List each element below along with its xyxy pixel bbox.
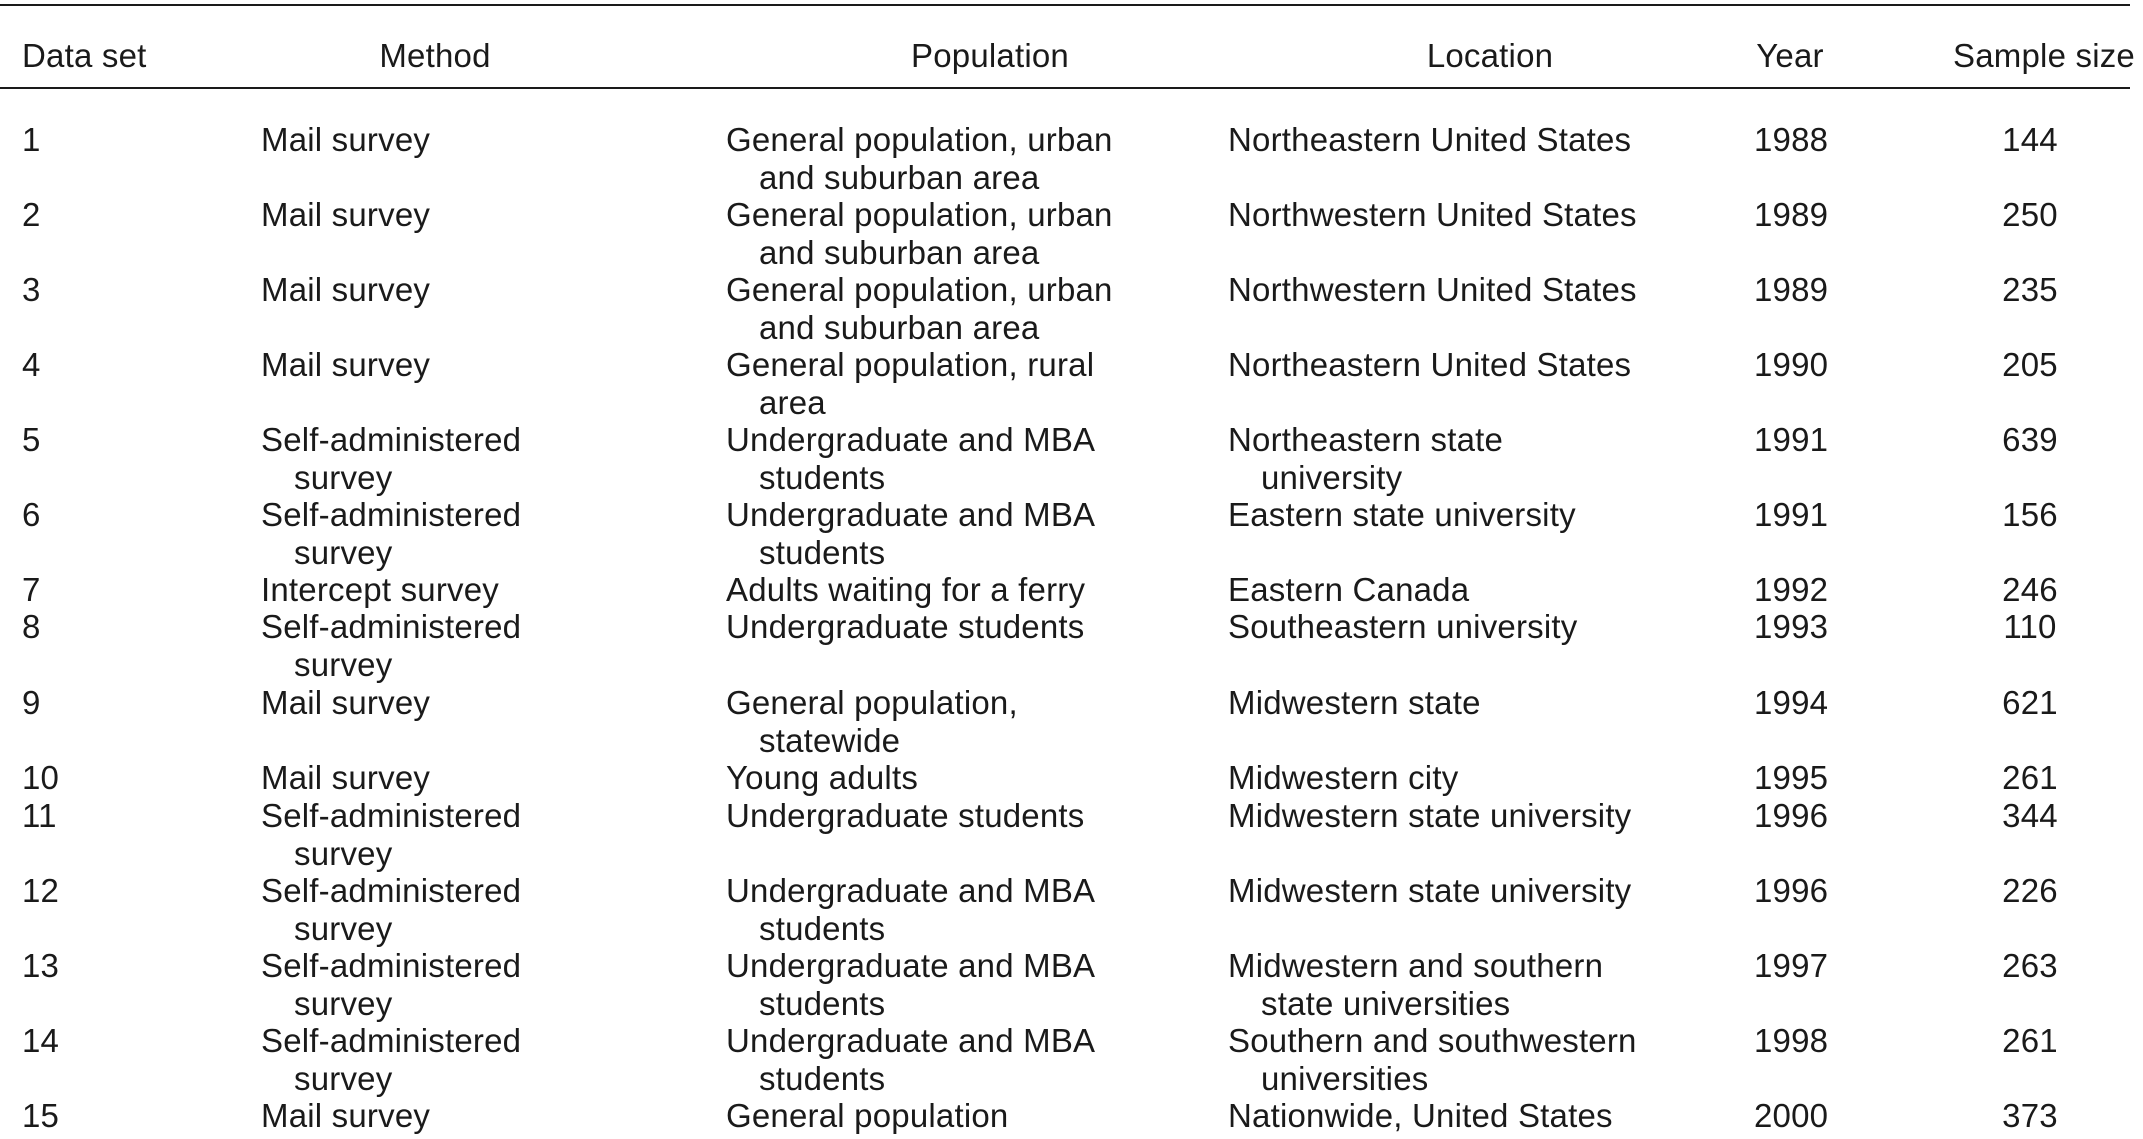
cell-line: General population, rural [726,346,1095,383]
cell-line: Eastern Canada [1228,571,1470,608]
cell-location [1228,872,1631,910]
cell-line: Mail survey [261,196,431,233]
cell-location [1228,196,1637,234]
cell-sample-size: 261 [2002,759,2058,796]
cell-line: Undergraduate and MBA [726,872,1096,909]
cell-line: General population [726,1097,1009,1134]
cell-population [726,947,1095,1022]
cell-sample-size: 110 [2003,608,2057,645]
cell-continuation-line: survey [294,1059,393,1097]
cell-location [1228,684,1481,722]
cell-data-set: 11 [22,797,57,834]
cell-sample-size: 639 [2002,421,2058,458]
cell-method [261,872,521,947]
cell-line: Adults waiting for a ferry [726,571,1086,608]
cell-line: Young adults [726,759,919,796]
cell-line: Midwestern state [1228,684,1481,721]
cell-line: Midwestern state university [1228,872,1632,909]
cell-continuation-line: survey [294,458,393,496]
cell-population [726,759,918,797]
cell-line: Self-administered [261,947,522,984]
cell-method [261,608,521,683]
cell-year: 1996 [1754,872,1829,909]
cell-sample-size: 246 [2002,571,2058,608]
cell-population [726,271,1113,346]
cell-data-set: 9 [22,684,41,721]
cell-data-set: 5 [22,421,41,458]
cell-line: Intercept survey [261,571,499,608]
cell-line: Mail survey [261,684,431,721]
cell-sample-size: 144 [2002,121,2058,158]
cell-population [726,1022,1095,1097]
cell-method [261,571,499,609]
cell-line: Midwestern and southern [1228,947,1604,984]
cell-sample-size: 344 [2002,797,2058,834]
cell-method [261,196,430,234]
cell-year: 1991 [1754,421,1829,458]
cell-line: Undergraduate and MBA [726,496,1096,533]
cell-year: 1998 [1754,1022,1829,1059]
header-sample-size: Sample size [1953,37,2135,74]
cell-line: Self-administered [261,872,522,909]
cell-continuation-line: survey [294,834,393,872]
cell-line: Northwestern United States [1228,271,1637,308]
header-data-set: Data set [22,37,147,74]
cell-line: Southeastern university [1228,608,1578,645]
cell-year: 1989 [1754,271,1829,308]
cell-continuation-line: students [759,909,886,947]
cell-continuation-line: survey [294,984,393,1022]
cell-continuation-line: universities [1261,1059,1429,1097]
header-method: Method [379,37,491,74]
cell-population [726,797,1084,835]
cell-location [1228,608,1577,646]
cell-line: Eastern state university [1228,496,1576,533]
cell-continuation-line: survey [294,909,393,947]
cell-continuation-line: survey [294,645,393,683]
cell-continuation-line: students [759,533,886,571]
cell-data-set: 7 [22,571,41,608]
cell-continuation-line: and suburban area [759,233,1040,271]
cell-location [1228,759,1458,797]
cell-year: 1992 [1754,571,1829,608]
cell-line: Northeastern United States [1228,346,1632,383]
cell-sample-size: 621 [2002,684,2058,721]
cell-line: General population, [726,684,1018,721]
cell-location [1228,271,1637,309]
cell-sample-size: 205 [2002,346,2058,383]
cell-location [1228,571,1469,609]
cell-year: 1991 [1754,496,1829,533]
table-header-rule [0,87,2130,89]
cell-population [726,421,1095,496]
cell-line: Self-administered [261,608,522,645]
cell-line: Midwestern state university [1228,797,1632,834]
header-year: Year [1756,37,1824,74]
cell-continuation-line: state universities [1261,984,1511,1022]
cell-continuation-line: statewide [759,721,901,759]
cell-method [261,759,430,797]
cell-continuation-line: and suburban area [759,158,1040,196]
cell-line: Mail survey [261,759,431,796]
cell-method [261,797,521,872]
cell-data-set: 2 [22,196,41,233]
cell-line: Mail survey [261,1097,431,1134]
cell-year: 1990 [1754,346,1829,383]
cell-sample-size: 261 [2002,1022,2058,1059]
cell-continuation-line: university [1261,458,1403,496]
cell-line: General population, urban [726,271,1113,308]
cell-method [261,271,430,309]
cell-location [1228,797,1631,835]
cell-continuation-line: students [759,984,886,1022]
cell-line: Midwestern city [1228,759,1459,796]
cell-year: 1995 [1754,759,1829,796]
cell-data-set: 3 [22,271,41,308]
cell-population [726,496,1095,571]
cell-line: Self-administered [261,421,522,458]
cell-year: 1993 [1754,608,1829,645]
cell-year: 1989 [1754,196,1829,233]
cell-line: Undergraduate and MBA [726,1022,1096,1059]
cell-population [726,196,1113,271]
cell-population [726,872,1095,947]
cell-method [261,1097,430,1135]
cell-method [261,1022,521,1097]
cell-line: General population, urban [726,121,1113,158]
cell-data-set: 6 [22,496,41,533]
cell-data-set: 1 [22,121,41,158]
cell-sample-size: 263 [2002,947,2058,984]
cell-sample-size: 250 [2002,196,2058,233]
cell-year: 1988 [1754,121,1829,158]
cell-line: Undergraduate and MBA [726,947,1096,984]
cell-sample-size: 373 [2002,1097,2058,1134]
cell-line: Mail survey [261,121,431,158]
cell-method [261,947,521,1022]
cell-line: Self-administered [261,496,522,533]
cell-population [726,1097,1008,1135]
cell-line: Self-administered [261,797,522,834]
cell-data-set: 10 [22,759,60,796]
cell-data-set: 14 [22,1022,60,1059]
header-location: Location [1426,37,1554,74]
cell-continuation-line: and suburban area [759,308,1040,346]
cell-continuation-line: students [759,458,886,496]
header-population: Population [911,37,1069,74]
cell-line: Undergraduate and MBA [726,421,1096,458]
cell-line: Self-administered [261,1022,522,1059]
cell-data-set: 15 [22,1097,60,1134]
cell-line: Mail survey [261,346,431,383]
table-top-rule [0,4,2130,6]
cell-location [1228,496,1576,534]
cell-line: Northeastern United States [1228,121,1632,158]
cell-location [1228,421,1503,496]
cell-population [726,684,1018,759]
cell-data-set: 4 [22,346,41,383]
cell-method [261,121,430,159]
cell-population [726,571,1085,609]
cell-line: Undergraduate students [726,608,1085,645]
cell-method [261,496,521,571]
cell-method [261,684,430,722]
cell-sample-size: 156 [2002,496,2058,533]
cell-population [726,346,1094,421]
cell-location [1228,947,1603,1022]
cell-year: 1994 [1754,684,1829,721]
cell-line: Northeastern state [1228,421,1504,458]
cell-line: Undergraduate students [726,797,1085,834]
cell-line: Nationwide, United States [1228,1097,1613,1134]
cell-data-set: 8 [22,608,41,645]
cell-line: General population, urban [726,196,1113,233]
cell-population [726,121,1113,196]
cell-method [261,346,430,384]
cell-continuation-line: students [759,1059,886,1097]
cell-method [261,421,521,496]
cell-location [1228,1097,1613,1135]
cell-year: 2000 [1754,1097,1829,1134]
cell-line: Southern and southwestern [1228,1022,1637,1059]
cell-location [1228,1022,1637,1097]
cell-line: Mail survey [261,271,431,308]
cell-continuation-line: survey [294,533,393,571]
cell-line: Northwestern United States [1228,196,1637,233]
cell-data-set: 13 [22,947,60,984]
cell-sample-size: 235 [2002,271,2058,308]
cell-year: 1996 [1754,797,1829,834]
cell-year: 1997 [1754,947,1829,984]
cell-location [1228,121,1631,159]
cell-data-set: 12 [22,872,60,909]
cell-population [726,608,1084,646]
cell-continuation-line: area [759,383,826,421]
cell-location [1228,346,1631,384]
cell-sample-size: 226 [2002,872,2058,909]
